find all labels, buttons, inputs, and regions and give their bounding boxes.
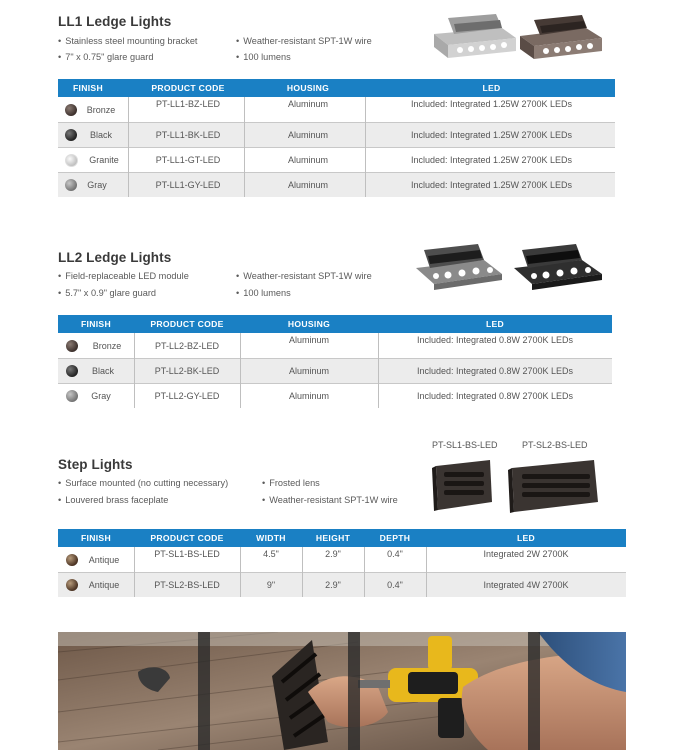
finish-cell: Antique: [88, 580, 120, 590]
ll1-feature: • 100 lumens: [236, 52, 291, 62]
ll1-header-housing: HOUSING: [286, 83, 330, 93]
step-feature: • Surface mounted (no cutting necessary): [58, 478, 228, 488]
finish-cell: Gray: [87, 180, 107, 190]
led-cell: Integrated 4W 2700K: [483, 580, 569, 590]
step-header-width: WIDTH: [256, 533, 286, 543]
row-divider: [58, 147, 615, 148]
ll2-feature: • 5.7" x 0.9" glare guard: [58, 288, 156, 298]
bronze-swatch: [66, 340, 78, 352]
housing-cell: Aluminum: [288, 391, 329, 401]
finish-cell: Black: [89, 130, 112, 140]
granite-swatch: [65, 154, 78, 167]
ll2-title: LL2 Ledge Lights: [58, 250, 172, 265]
sl1-product-label: PT-SL1-BS-LED: [432, 440, 498, 450]
ll1-header-finish: FINISH: [73, 83, 103, 93]
table-row: [58, 97, 615, 122]
code-cell: PT-LL2-GY-LED: [154, 391, 220, 401]
led-cell: Included: Integrated 0.8W 2700K LEDs: [416, 391, 574, 401]
step-header-depth: DEPTH: [379, 533, 411, 543]
finish-cell: Granite: [89, 155, 119, 165]
code-cell: PT-LL2-BZ-LED: [154, 341, 220, 351]
finish-cell: Black: [91, 366, 114, 376]
sl2-step-light: [508, 460, 598, 513]
ll1-header-led: LED: [482, 83, 501, 93]
led-cell: Included: Integrated 1.25W 2700K LEDs: [410, 180, 573, 190]
finish-cell: Bronze: [86, 105, 116, 115]
table-row: [58, 122, 615, 147]
column-divider: [240, 333, 241, 408]
step-header-finish: FINISH: [81, 533, 111, 543]
ll1-light-stainless: [434, 14, 516, 58]
ll2-table-header: [58, 315, 612, 333]
ll2-header-led: LED: [485, 319, 505, 329]
finish-cell: Bronze: [92, 341, 122, 351]
step-table-header: [58, 529, 626, 547]
housing-cell: Aluminum: [287, 180, 328, 190]
ll1-feature: • 7" x 0.75" glare guard: [58, 52, 153, 62]
step-product-image: [428, 456, 603, 518]
code-cell: PT-SL1-BS-LED: [154, 549, 220, 559]
led-cell: Included: Integrated 0.8W 2700K LEDs: [416, 335, 574, 345]
row-divider: [58, 572, 626, 573]
black-swatch: [65, 129, 77, 141]
step-header-code: PRODUCT CODE: [150, 533, 224, 543]
height-cell: 2.9": [325, 549, 341, 559]
housing-cell: Aluminum: [288, 335, 329, 345]
table-row: [58, 172, 615, 197]
code-cell: PT-LL2-BK-LED: [154, 366, 220, 376]
installation-photo: [58, 632, 626, 750]
column-divider: [378, 333, 379, 408]
step-header-led: LED: [516, 533, 536, 543]
ll1-table-header: [58, 79, 615, 97]
ll1-feature: • Weather-resistant SPT-1W wire: [236, 36, 372, 46]
table-row: [58, 572, 626, 597]
led-cell: Included: Integrated 1.25W 2700K LEDs: [410, 99, 573, 109]
ll2-header-finish: FINISH: [81, 319, 111, 329]
column-divider: [302, 547, 303, 597]
ll1-light-bronze: [520, 15, 602, 59]
table-row: [58, 147, 615, 172]
code-cell: PT-LL1-GT-LED: [155, 155, 221, 165]
column-divider: [426, 547, 427, 597]
ll1-feature: • Stainless steel mounting bracket: [58, 36, 198, 46]
height-cell: 2.9": [325, 580, 341, 590]
ll2-feature: • Weather-resistant SPT-1W wire: [236, 271, 372, 281]
finish-cell: Antique: [88, 555, 120, 565]
step-feature: • Frosted lens: [262, 478, 320, 488]
table-row: [58, 358, 612, 383]
column-divider: [134, 547, 135, 597]
width-cell: 4.5": [263, 549, 279, 559]
step-feature: • Louvered brass faceplate: [58, 495, 168, 505]
code-cell: PT-SL2-BS-LED: [154, 580, 220, 590]
column-divider: [364, 547, 365, 597]
led-cell: Included: Integrated 1.25W 2700K LEDs: [410, 155, 573, 165]
gray-swatch: [66, 390, 78, 402]
ll1-title: LL1 Ledge Lights: [58, 14, 172, 29]
row-divider: [58, 172, 615, 173]
depth-cell: 0.4": [387, 549, 403, 559]
antique-swatch: [66, 579, 78, 591]
ll2-header-code: PRODUCT CODE: [150, 319, 224, 329]
depth-cell: 0.4": [387, 580, 403, 590]
row-divider: [58, 122, 615, 123]
table-row: [58, 547, 626, 572]
row-divider: [58, 383, 612, 384]
width-cell: 9": [266, 580, 276, 590]
table-row: [58, 383, 612, 408]
sl2-product-label: PT-SL2-BS-LED: [522, 440, 588, 450]
code-cell: PT-LL1-GY-LED: [155, 180, 221, 190]
step-header-height: HEIGHT: [315, 533, 351, 543]
gray-swatch: [65, 179, 77, 191]
led-cell: Included: Integrated 0.8W 2700K LEDs: [416, 366, 574, 376]
step-title: Step Lights: [58, 457, 133, 472]
ll2-product-image: [410, 238, 610, 300]
bronze-swatch: [65, 104, 77, 116]
step-feature: • Weather-resistant SPT-1W wire: [262, 495, 398, 505]
ll2-light-black: [514, 244, 602, 290]
sl1-step-light: [432, 460, 492, 511]
ll2-light-gray: [416, 244, 502, 290]
led-cell: Integrated 2W 2700K: [483, 549, 569, 559]
housing-cell: Aluminum: [288, 366, 329, 376]
black-swatch: [66, 365, 78, 377]
ll2-feature: • Field-replaceable LED module: [58, 271, 189, 281]
housing-cell: Aluminum: [287, 130, 328, 140]
column-divider: [134, 333, 135, 408]
antique-swatch: [66, 554, 78, 566]
column-divider: [244, 97, 245, 197]
led-cell: Included: Integrated 1.25W 2700K LEDs: [410, 130, 573, 140]
ll2-feature: • 100 lumens: [236, 288, 291, 298]
housing-cell: Aluminum: [287, 99, 328, 109]
code-cell: PT-LL1-BZ-LED: [155, 99, 221, 109]
ll1-product-image: [424, 8, 614, 64]
column-divider: [128, 97, 129, 197]
housing-cell: Aluminum: [287, 155, 328, 165]
ll2-header-housing: HOUSING: [287, 319, 331, 329]
column-divider: [365, 97, 366, 197]
row-divider: [58, 358, 612, 359]
code-cell: PT-LL1-BK-LED: [155, 130, 221, 140]
table-row: [58, 333, 612, 358]
column-divider: [240, 547, 241, 597]
finish-cell: Gray: [91, 391, 111, 401]
ll1-header-code: PRODUCT CODE: [151, 83, 225, 93]
